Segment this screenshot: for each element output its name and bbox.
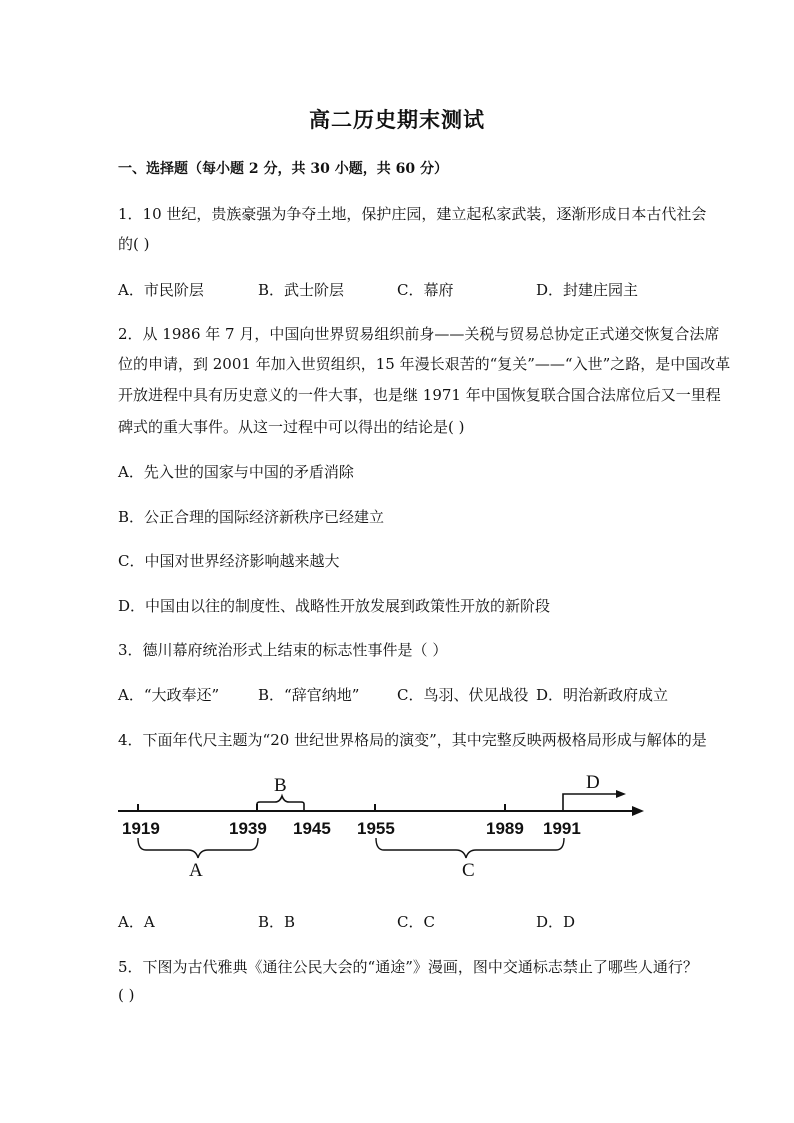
page-title: 高二历史期末测试 xyxy=(309,107,485,132)
label-b: B xyxy=(274,775,287,796)
year-label-1955: 1955 xyxy=(357,819,395,838)
year-label-1919: 1919 xyxy=(122,819,160,838)
q4-option-d: D．D xyxy=(536,913,576,931)
q1-option-b: B．武士阶层 xyxy=(258,281,345,299)
q5-stem-line-2: ( ) xyxy=(118,986,135,1004)
q1-stem-line-1: 1．10 世纪，贵族豪强为争夺土地，保护庄园，建立起私家武装，逐渐形成日本古代社会 xyxy=(118,205,707,223)
q1-option-c: C．幕府 xyxy=(397,281,454,299)
section-heading: 一、选择题（每小题 2 分，共 30 小题，共 60 分） xyxy=(118,161,448,177)
q1-option-d: D．封建庄园主 xyxy=(536,281,639,299)
arrow-d-head xyxy=(616,790,626,798)
label-a: A xyxy=(189,860,203,881)
timeline-axis-arrowhead xyxy=(632,806,644,816)
q2-option-a: A．先入世的国家与中国的矛盾消除 xyxy=(118,463,354,481)
q2-stem-line-1: 2．从 1986 年 7 月，中国向世界贸易组织前身——关税与贸易总协定正式递交恢复合法席 xyxy=(118,325,720,343)
year-label-1939: 1939 xyxy=(229,819,267,838)
q1-option-a: A．市民阶层 xyxy=(118,281,204,299)
q4-option-a: A．A xyxy=(118,913,155,931)
q4-stem: 4．下面年代尺主题为“20 世纪世界格局的演变”，其中完整反映两极格局形成与解体的是 xyxy=(118,731,707,749)
q2-stem-line-4: 碑式的重大事件。从这一过程中可以得出的结论是( ) xyxy=(118,418,465,436)
year-label-1989: 1989 xyxy=(486,819,524,838)
q3-stem: 3．德川幕府统治形式上结束的标志性事件是（ ） xyxy=(118,641,448,659)
q5-stem-line-1: 5．下图为古代雅典《通往公民大会的“通途”》漫画，图中交通标志禁止了哪些人通行？ xyxy=(118,958,698,976)
q4-option-b: B．B xyxy=(258,913,296,931)
q2-stem-line-3: 开放进程中具有历史意义的一件大事，也是继 1971 年中国恢复联合国合法席位后又一里程 xyxy=(118,386,721,404)
year-label-1991: 1991 xyxy=(543,819,581,838)
bracket-b xyxy=(257,796,304,811)
year-label-1945: 1945 xyxy=(293,819,331,838)
brace-c xyxy=(376,838,564,858)
timeline-figure xyxy=(110,766,650,888)
q3-option-d: D．明治新政府成立 xyxy=(536,686,669,704)
q2-stem-line-2: 位的申请，到 2001 年加入世贸组织，15 年漫长艰苦的“复关”——“入世”之路，是中国改革 xyxy=(118,355,731,373)
q3-option-a: A．“大政奉还” xyxy=(118,686,220,704)
label-d: D xyxy=(586,772,600,793)
label-c: C xyxy=(462,860,475,881)
q2-option-c: C．中国对世界经济影响越来越大 xyxy=(118,552,340,570)
q2-option-d: D．中国由以往的制度性、战略性开放发展到政策性开放的新阶段 xyxy=(118,597,551,615)
q1-stem-line-2: 的( ) xyxy=(118,235,150,253)
q3-option-b: B．“辞官纳地” xyxy=(258,686,360,704)
q4-option-c: C．C xyxy=(397,913,435,931)
brace-a xyxy=(138,838,258,858)
q2-option-b: B．公正合理的国际经济新秩序已经建立 xyxy=(118,508,385,526)
arrow-d xyxy=(563,794,618,811)
q3-option-c: C．鸟羽、伏见战役 xyxy=(397,686,529,704)
